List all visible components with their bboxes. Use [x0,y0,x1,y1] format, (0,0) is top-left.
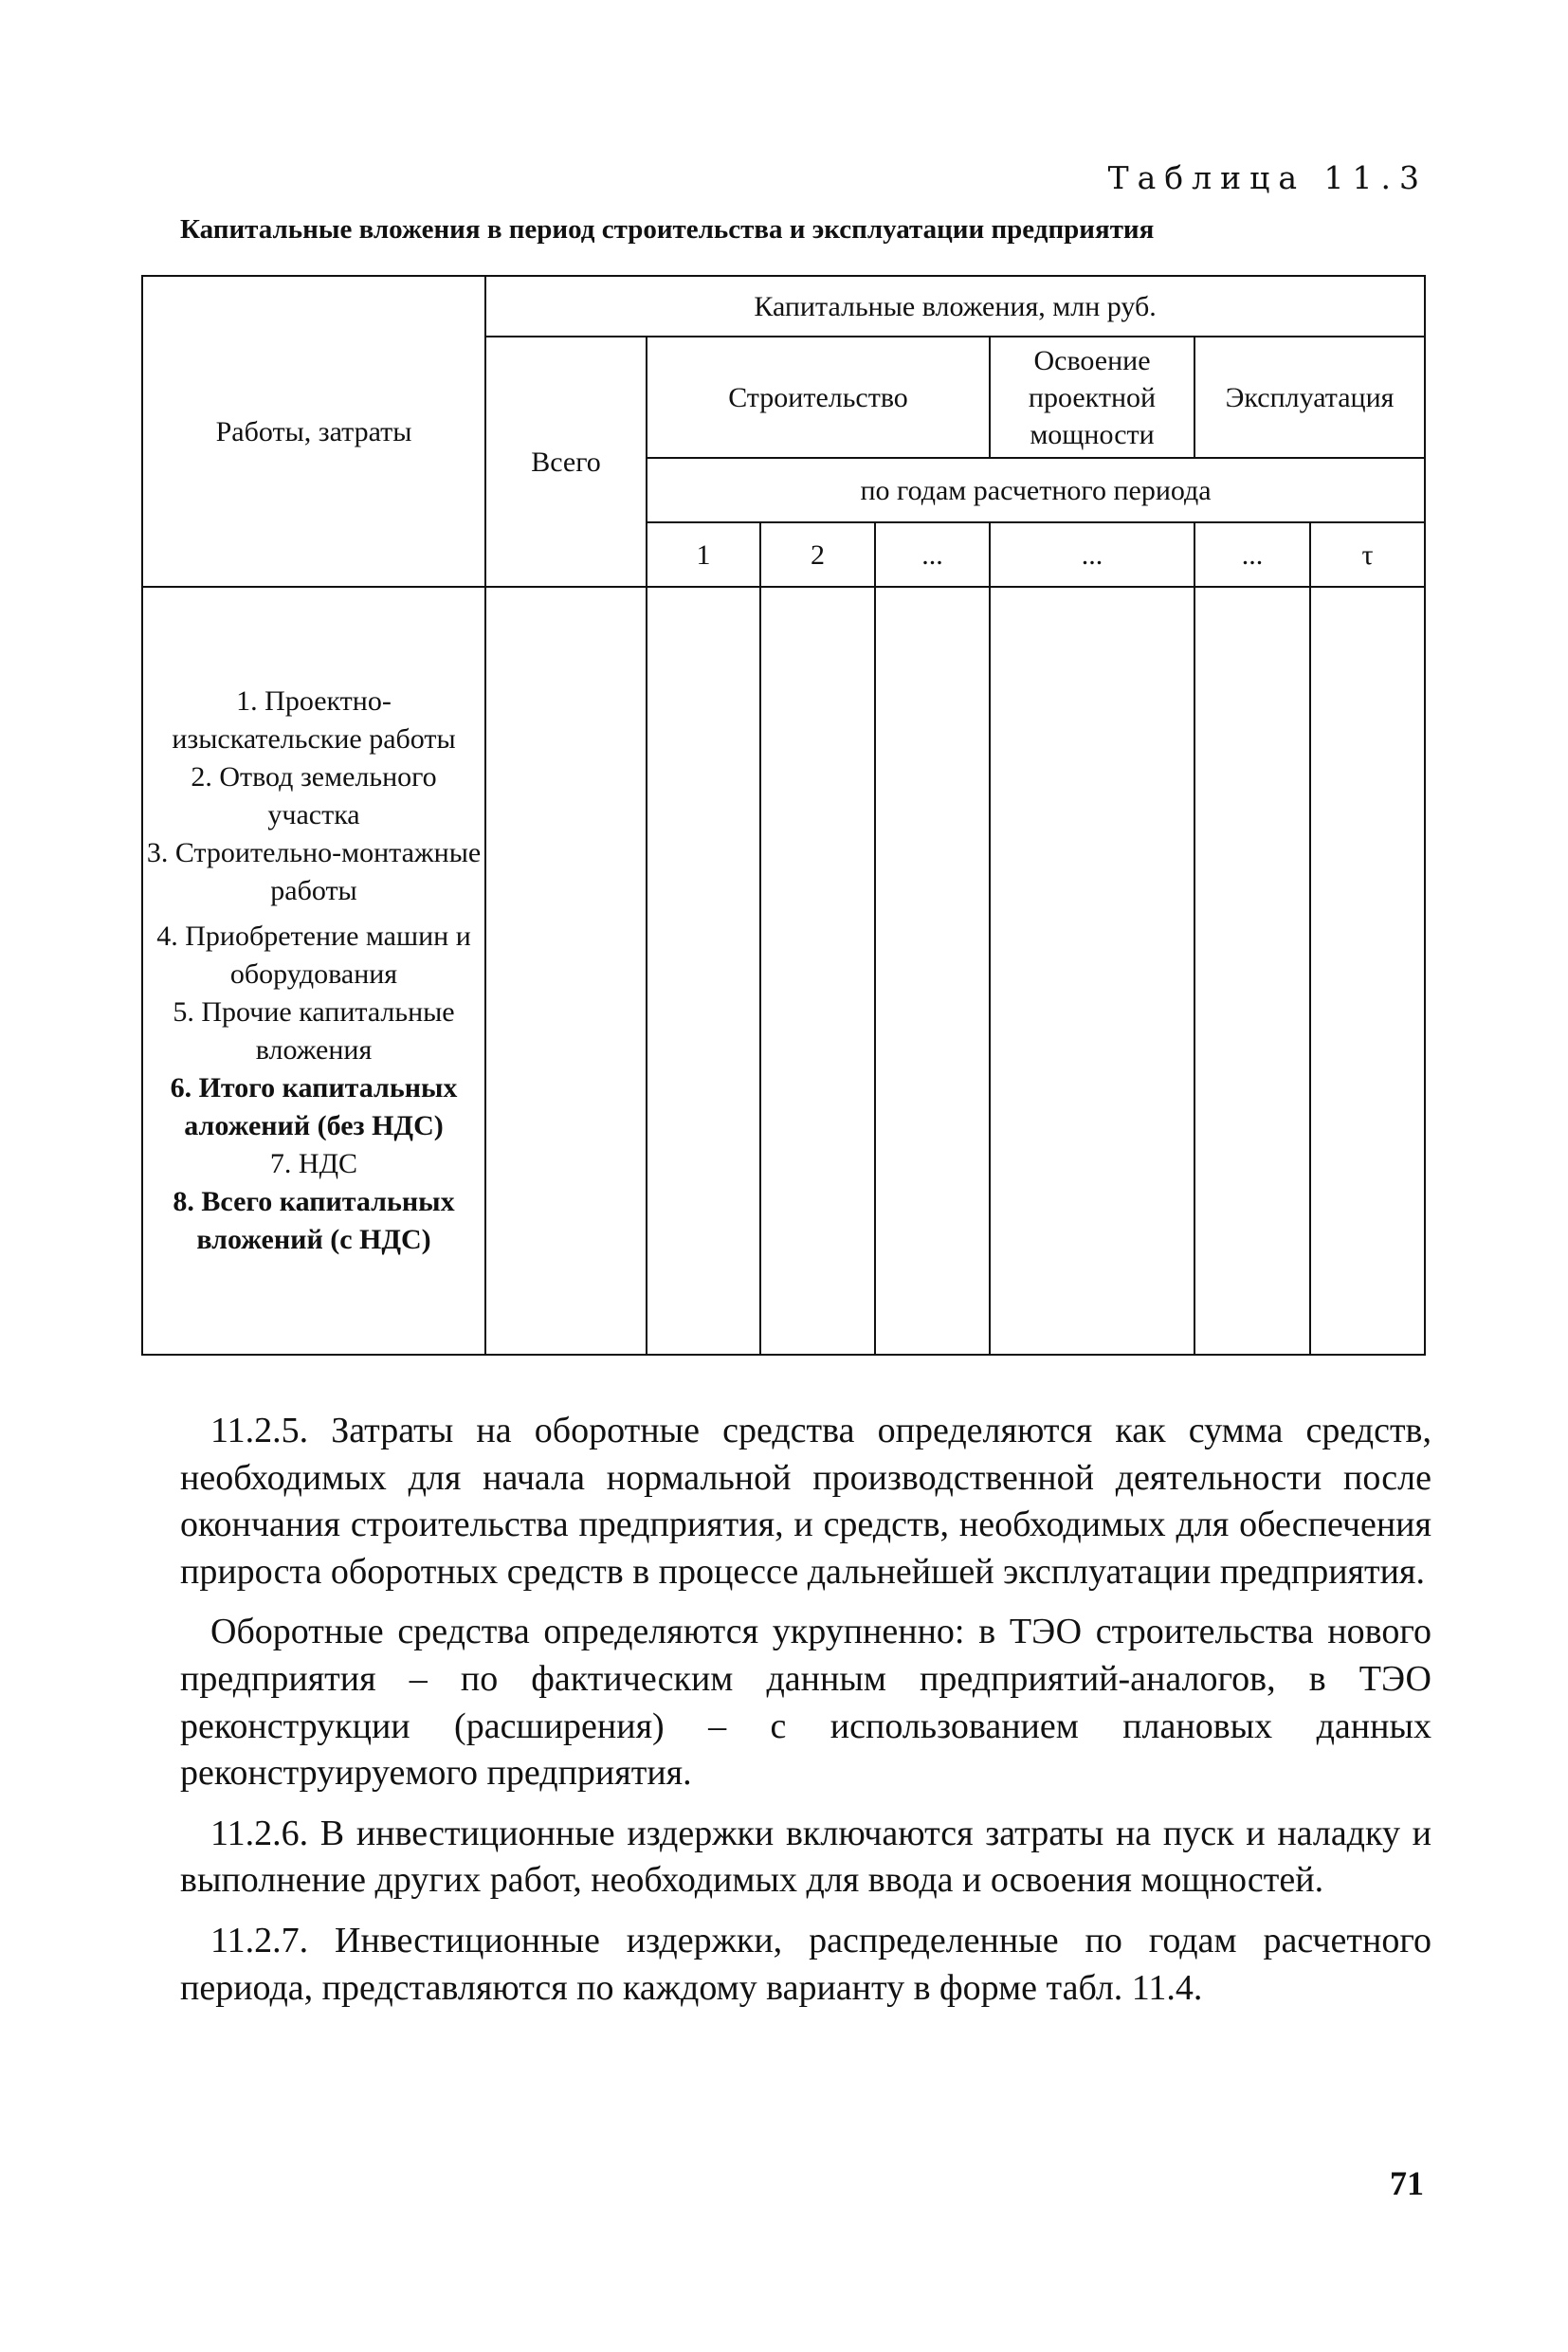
empty-cell [1310,587,1425,1355]
row-label: 6. Итого капитальных аложений (без НДС) [170,1072,458,1141]
year-cell: 2 [760,522,875,587]
empty-cell [990,587,1194,1355]
empty-cell [647,587,760,1355]
empty-cell [875,587,990,1355]
header-capital: Капитальные вложения, млн руб. [485,276,1425,337]
header-by-years: по годам расчетного периода [647,458,1425,522]
capital-investments-table [141,275,1426,1356]
year-cell: 1 [647,522,760,587]
body-text [180,1408,1431,2025]
table-label: Таблица 11.3 [1107,159,1428,196]
paragraph: 11.2.6. В инвестиционные издержки включаются затраты на пуск и наладку и выполнение других работ, необходимых для ввода и освоения мощностей. [180,1813,1431,1901]
row-labels-cell [142,587,485,1355]
paragraph: 11.2.7. Инвестиционные издержки, распределенные по годам расчетного периода, представляются по каждому варианту в форме табл. 11.4. [180,1920,1431,2008]
year-cell: ... [990,522,1194,587]
paragraph: 11.2.5. Затраты на оборотные средства определяются как сумма средств, необходимых для начала нормальной производственной деятельности после окончания строительства предприятия, и средств, необходимых для обеспечения прироста оборотных средств в процессе дальнейшей эксплуатации предприятия. [180,1411,1431,1592]
header-operation: Эксплуатация [1194,337,1425,458]
year-cell: τ [1310,522,1425,587]
header-total: Всего [485,337,647,587]
empty-cell [760,587,875,1355]
row-label: 4. Приобретение машин и оборудования [156,921,471,990]
year-cell: ... [875,522,990,587]
row-label: 2. Отвод земельного участка [191,761,437,830]
page-number: 71 [1390,2164,1424,2202]
row-label: 7. НДС [269,1148,358,1179]
table-title: Капитальные вложения в период строительства и эксплуатации предприятия [180,214,1155,245]
row-label: 3. Строительно-монтажные работы [146,837,482,906]
year-cell: ... [1194,522,1310,587]
header-construction: Строительство [647,337,990,458]
header-mastering: Освоение проектной мощности [990,337,1194,458]
paragraph: Оборотные средства определяются укрупненно: в ТЭО строительства нового предприятия – по фактическим данным предприятий-аналогов, в ТЭО реконструкции (расширения) – с использованием плановых данных реконструируемого предприятия. [180,1612,1431,1794]
row-label: 8. Всего капитальных вложений (с НДС) [173,1186,455,1255]
header-works: Работы, затраты [142,276,485,587]
row-label: 5. Прочие капитальные вложения [173,996,455,1066]
empty-cell [1194,587,1310,1355]
empty-cell [485,587,647,1355]
row-label: 1. Проектно-изыскательские работы [172,685,456,755]
